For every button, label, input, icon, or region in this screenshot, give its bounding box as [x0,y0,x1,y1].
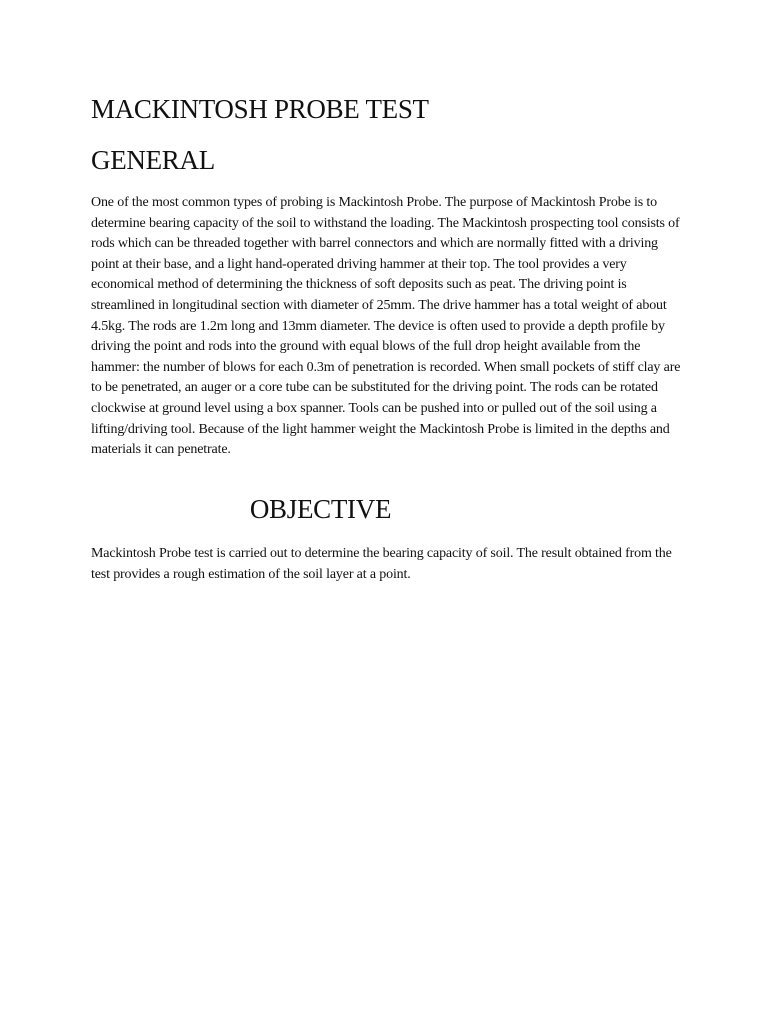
section-heading-objective: OBJECTIVE [249,494,392,524]
general-paragraph: One of the most common types of probing is Mackintosh Probe. The purpose of Mackintosh Probe is to determine bearing capacity of the soil to withstand the loading. The Mackintosh prospecting tool consists of rods which can be threaded together with barrel connectors and which are normally fitted with a driving point at their base, and a light hand-operated driving hammer at their top. The tool provides a very economical method of determining the thickness of soft deposits such as peat. The driving point is streamlined in longitudinal section with diameter of 25mm. The drive hammer has a total weight of about 4.5kg. The rods are 1.2m long and 13mm diameter. The device is often used to provide a depth profile by driving the point and rods into the ground with equal blows of the full drop height available from the hammer: the number of blows for each 0.3m of penetration is recorded. When small pockets of stiff clay are to be penetrated, an auger or a core tube can be substituted for the driving point. The rods can be rotated clockwise at ground level using a box spanner. Tools can be pushed into or pulled out of the soil using a lifting/driving tool. Because of the light hammer weight the Mackintosh Probe is limited in the depths and materials it can penetrate. [91,195,681,458]
document-title: MACKINTOSH PROBE TEST [91,94,429,124]
objective-paragraph: Mackintosh Probe test is carried out to determine the bearing capacity of soil. The result obtained from the test provides a rough estimation of the soil layer at a point. [91,546,672,582]
section-heading-general: GENERAL [91,145,215,175]
